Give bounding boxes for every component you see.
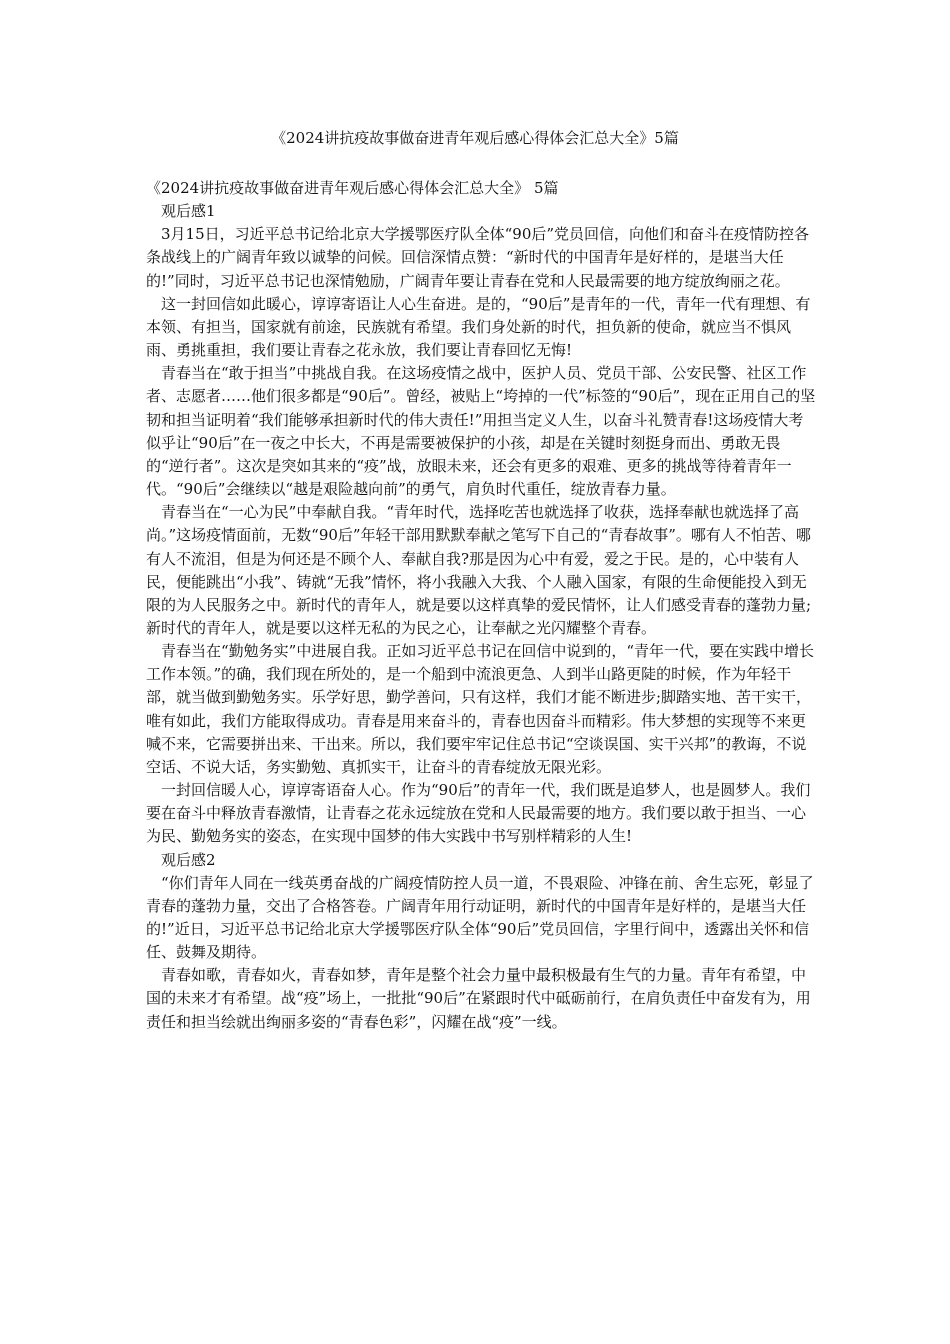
lead-line: 《2024讲抗疫故事做奋进青年观后感心得体会汇总大全》 5篇 <box>146 179 559 197</box>
paragraph: 一封回信暖人心，谆谆寄语奋人心。作为“90后”的青年一代，我们既是追梦人，也是圆梦人。我们要在奋斗中释放青春激情，让青春之花永远绽放在党和人民最需要的地方。我们要以敢于担当、一心为民、勤勉务实的姿态，在实现中国梦的伟大实践中书写别样精彩的人生! <box>146 781 811 846</box>
paragraph: 青春当在“敢于担当”中挑战自我。在这场疫情之战中，医护人员、党员干部、公安民警、社区工作者、志愿者……他们很多都是“90后”。曾经，被贴上“垮掉的一代”标签的“90后”，现在正用自己的坚韧和担当证明着“我们能够承担新时代的伟大责任!”用担当定义人生，以奋斗礼赞青春!这场疫情大考似乎让“90后”在一夜之中长大，不再是需要被保护的小孩，却是在关键时刻挺身而出、勇敢无畏的“逆行者”。这次是突如其来的“疫”战，放眼未来，还会有更多的艰难、更多的挑战等待着青年一代。“90后”会继续以“越是艰险越向前”的勇气，肩负时代重任，绽放青春力量。 <box>146 364 816 499</box>
paragraph: 3月15日，习近平总书记给北京大学援鄂医疗队全体“90后”党员回信，向他们和奋斗在疫情防控各条战线上的广阔青年致以诚挚的问候。回信深情点赞：“新时代的中国青年是好样的，是堪当大任的!”同时，习近平总书记也深情勉励，广阔青年要让青春在党和人民最需要的地方绽放绚丽之花。 <box>146 225 810 290</box>
paragraph: “你们青年人同在一线英勇奋战的广阔疫情防控人员一道，不畏艰险、冲锋在前、舍生忘死，彰显了青春的蓬勃力量，交出了合格答卷。广阔青年用行动证明，新时代的中国青年是好样的，是堪当大任的!”近日，习近平总书记给北京大学援鄂医疗队全体“90后”党员回信，字里行间中，透露出关怀和信任、鼓舞及期待。 <box>146 873 814 962</box>
document-body <box>146 177 818 1034</box>
paragraph: 青春如歌，青春如火，青春如梦，青年是整个社会力量中最积极最有生气的力量。青年有希望，中国的未来才有希望。战“疫”场上，一批批“90后”在紧跟时代中砥砺前行，在肩负责任中奋发有为，用责任和担当绘就出绚丽多姿的“青春色彩”，闪耀在战“疫”一线。 <box>146 966 811 1031</box>
paragraph: 这一封回信如此暖心，谆谆寄语让人心生奋进。是的，“90后”是青年的一代，青年一代有理想、有本领、有担当，国家就有前途，民族就有希望。我们身处新的时代，担负新的使命，就应当不惧风雨、勇挑重担，我们要让青春之花永放，我们要让青春回忆无悔! <box>146 294 811 360</box>
paragraph: 青春当在“一心为民”中奉献自我。“青年时代，选择吃苦也就选择了收获，选择奉献也就选择了高尚。”这场疫情面前，无数“90后”年轻干部用默默奉献之笔写下自己的“青春故事”。哪有人不怕苦、哪有人不流泪，但是为何还是不顾个人、奉献自我?那是因为心中有爱，爱之于民。是的，心中装有人民，便能跳出“小我”、铸就“无我”情怀，将小我融入大我、个人融入国家，有限的生命便能投入到无限的为人民服务之中。新时代的青年人，就是要以这样真挚的爱民情怀，让人们感受青春的蓬勃力量;新时代的青年人，就是要以这样无私的为民之心，让奉献之光闪耀整个青春。 <box>146 503 812 637</box>
section-heading-1: 观后感1 <box>161 202 216 221</box>
paragraph: 青春当在“勤勉务实”中进展自我。正如习近平总书记在回信中说到的，“青年一代，要在实践中增长工作本领。”的确，我们现在所处的，是一个船到中流浪更急、人到半山路更陡的时候，作为年轻干部，就当做到勤勉务实。乐学好思，勤学善问，只有这样，我们才能不断进步;脚踏实地、苦干实干，唯有如此，我们方能取得成功。青春是用来奋斗的，青春也因奋斗而精彩。伟大梦想的实现等不来更喊不来，它需要拼出来、干出来。所以，我们要牢牢记住总书记“空谈误国、实干兴邦”的教诲，不说空话、不说大话，务实勤勉、真抓实干，让奋斗的青春绽放无限光彩。 <box>146 642 815 776</box>
section-heading-2: 观后感2 <box>161 850 216 869</box>
document-title: 《2024讲抗疫故事做奋进青年观后感心得体会汇总大全》5篇 <box>271 129 679 147</box>
